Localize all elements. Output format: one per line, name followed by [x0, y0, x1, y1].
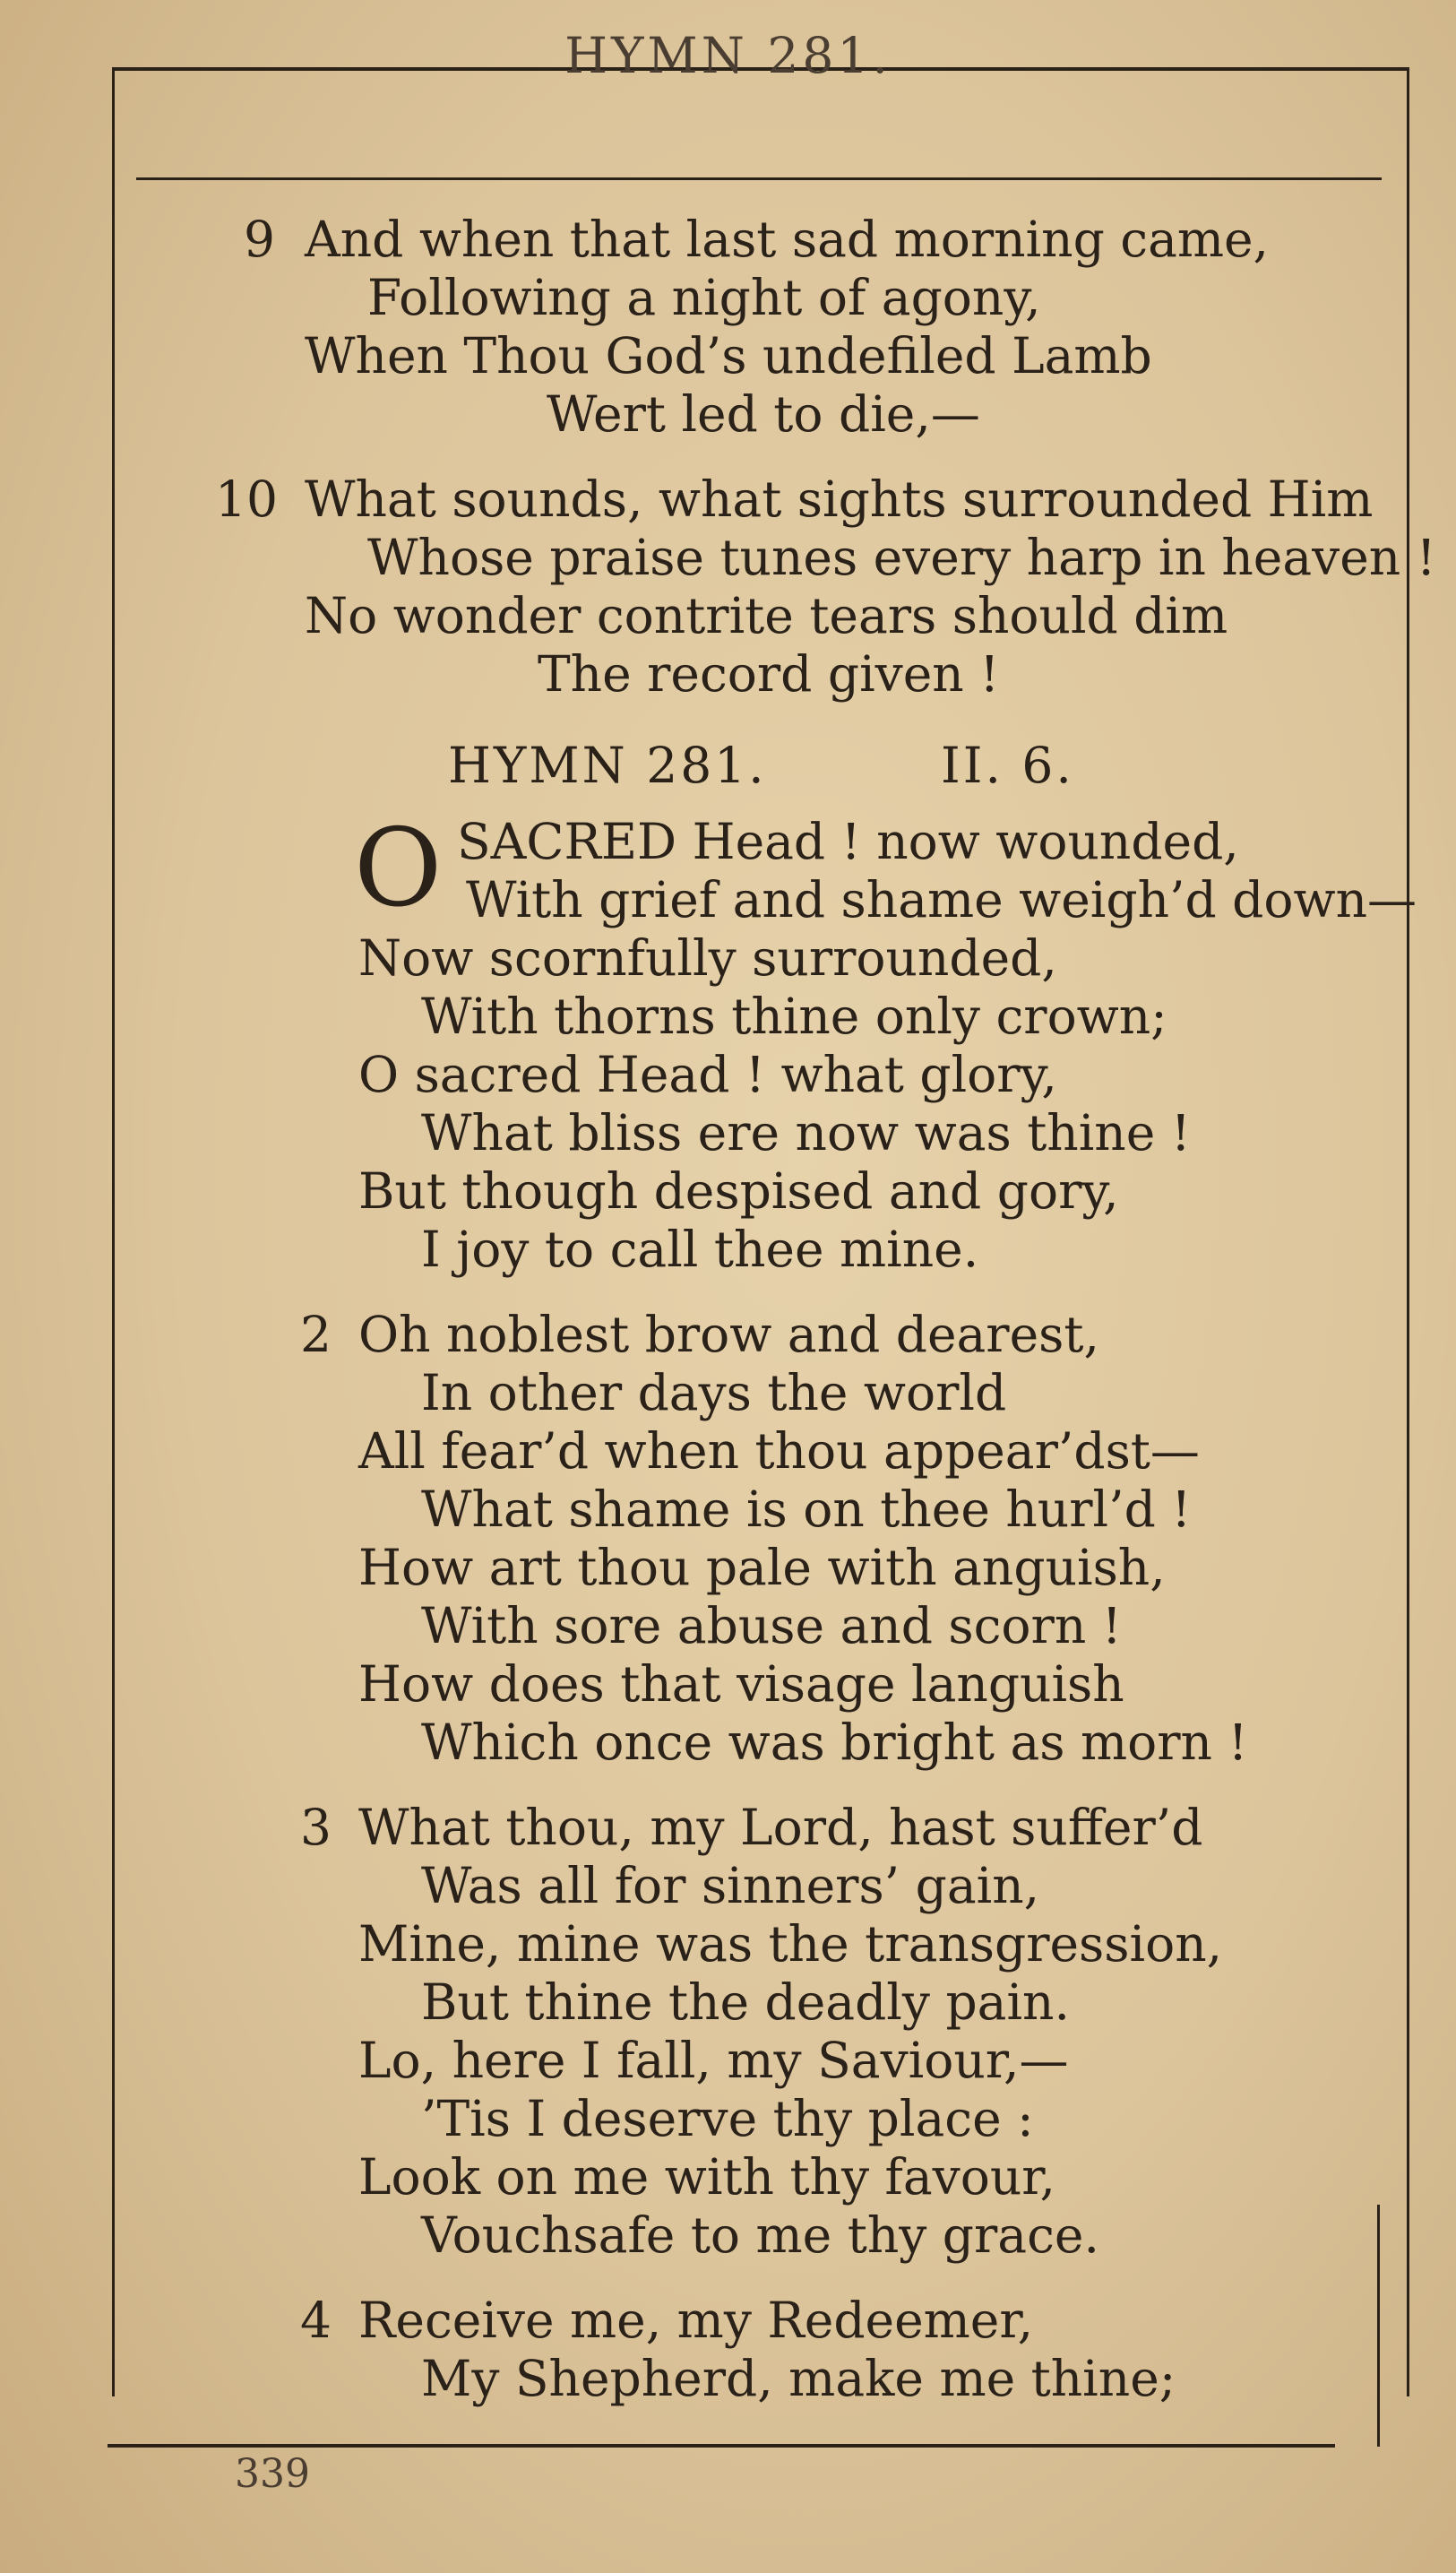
verse-line: Mine, mine was the transgression,	[358, 1915, 1223, 1973]
verse-line: Now scornfully surrounded,	[358, 929, 1057, 987]
verse-number: 2	[300, 1306, 332, 1363]
hymn-meter: II. 6.	[941, 737, 1074, 794]
verse-line: With sore abuse and scorn !	[421, 1597, 1122, 1654]
verse-line: Which once was bright as morn !	[421, 1714, 1248, 1771]
verse-line: In other days the world	[421, 1364, 1007, 1421]
verse-line: How art thou pale with anguish,	[358, 1539, 1166, 1596]
verse-line: How does that visage languish	[358, 1655, 1124, 1713]
verse-line: O sacred Head ! what glory,	[358, 1046, 1057, 1103]
hymn-title: HYMN 281.	[448, 737, 767, 794]
verse-line: All fear’d when thou appear’dst—	[358, 1422, 1200, 1480]
verse-line: Wert led to die,—	[547, 385, 980, 443]
verse-number: 3	[300, 1799, 332, 1856]
verse-line: But thine the deadly pain.	[421, 1973, 1070, 2031]
verse-number: 4	[300, 2292, 332, 2349]
header-rule	[136, 177, 1382, 180]
verse-line: Look on me with thy favour,	[358, 2148, 1056, 2206]
verse-line: Vouchsafe to me thy grace.	[421, 2206, 1099, 2264]
verse-line: SACRED Head ! now wounded,	[457, 813, 1239, 870]
verse-line: Oh noblest brow and dearest,	[358, 1306, 1099, 1363]
verse-number: 10	[215, 471, 278, 528]
verse-line: With grief and shame weigh’d down—	[466, 871, 1417, 928]
verse-line: With thorns thine only crown;	[421, 988, 1167, 1045]
verse-line: Following a night of agony,	[367, 269, 1041, 326]
verse-line: What shame is on thee hurl’d !	[421, 1481, 1192, 1538]
page-number: 339	[235, 2451, 310, 2497]
verse-line: ’Tis I deserve thy place :	[421, 2090, 1034, 2147]
verse-line: I joy to call thee mine.	[421, 1221, 979, 1278]
verse-line: Was all for sinners’ gain,	[421, 1857, 1040, 1914]
verse-line: What bliss ere now was thine !	[421, 1104, 1191, 1161]
drop-cap: O	[354, 807, 443, 931]
frame-tick	[1377, 2205, 1380, 2447]
verse-line: What sounds, what sights surrounded Him	[305, 471, 1374, 528]
verse-line: My Shepherd, make me thine;	[421, 2350, 1176, 2407]
bottom-rule	[108, 2444, 1335, 2448]
verse-line: The record given !	[538, 645, 1000, 703]
running-header: HYMN 281.	[564, 27, 892, 84]
verse-line: Whose praise tunes every harp in heaven !	[367, 529, 1436, 586]
verse-line: Lo, here I fall, my Saviour,—	[358, 2032, 1069, 2089]
verse-line: Receive me, my Redeemer,	[358, 2292, 1034, 2349]
verse-number: 9	[244, 211, 275, 268]
verse-line: No wonder contrite tears should dim	[305, 587, 1228, 644]
verse-line: When Thou God’s undefiled Lamb	[305, 327, 1152, 384]
verse-line: But though despised and gory,	[358, 1162, 1119, 1220]
verse-line: And when that last sad morning came,	[305, 211, 1270, 268]
verse-line: What thou, my Lord, hast suffer’d	[358, 1799, 1203, 1856]
